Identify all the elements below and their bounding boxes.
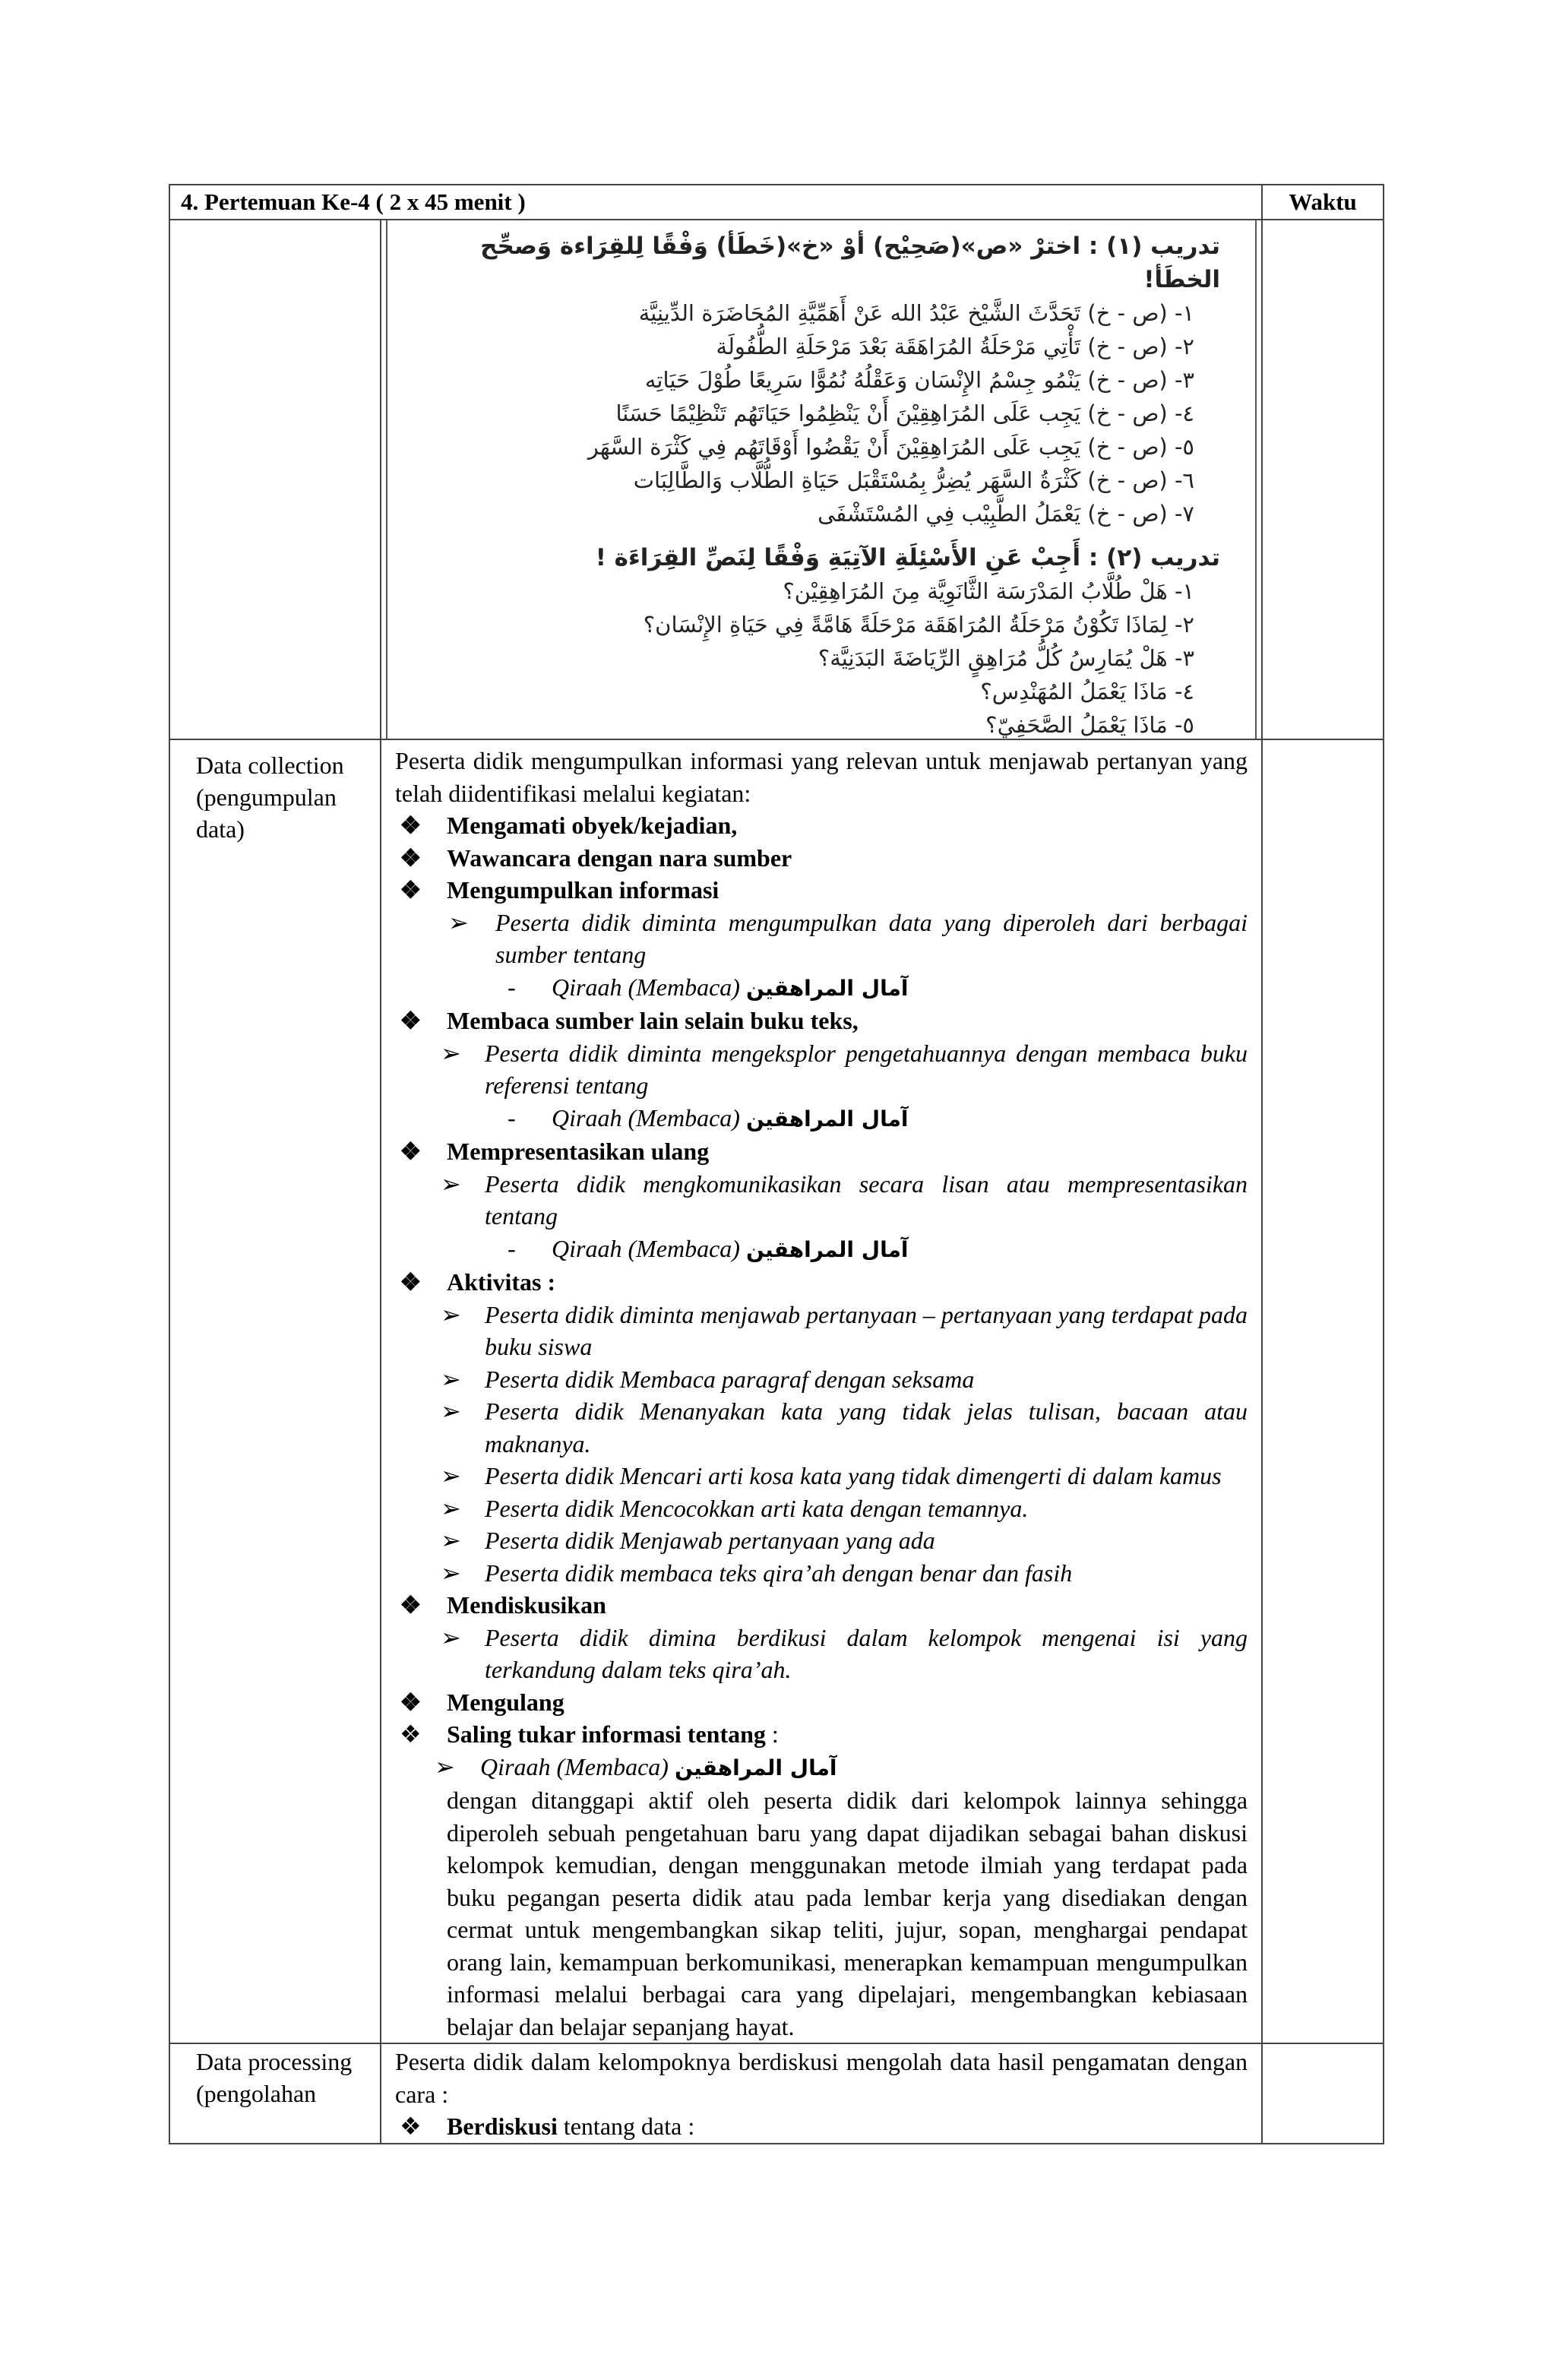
- dash-bullet-icon: -: [508, 1103, 516, 1131]
- bullet-activities: ❖ Aktivitas :: [395, 1266, 1248, 1299]
- exercise-1-item: ٤- (ص - خ) يَجِب عَلَى المُرَاهِقِيْنَ أَنْ يَنْظِمُوا حَيَاتَهُم تَنْظِيْمًا حَسَنًا: [615, 400, 1194, 426]
- bullet-repeat: ❖ Mengulang: [395, 1686, 1248, 1719]
- activity-item: ➢ Peserta didik Menjawab pertanyaan yang ada: [395, 1524, 1248, 1557]
- sub-communicate: ➢ Peserta didik mengkomunikasikan secara lisan atau mempresentasikan tentang: [395, 1168, 1248, 1233]
- arrow-bullet-icon: ➢: [441, 1494, 461, 1522]
- qiraah-line: - Qiraah (Membaca) آمال المراهقين: [395, 1102, 1248, 1136]
- bullet-discuss: ❖ Mendiskusikan: [395, 1589, 1248, 1622]
- sub-discuss: ➢ Peserta didik dimina berdikusi dalam kelompok mengenai isi yang terkandung dalam teks qira’ah.: [395, 1622, 1248, 1686]
- arrow-bullet-icon: ➢: [448, 908, 469, 936]
- data-processing-content: [381, 2043, 1262, 2144]
- empty-label-cell: [169, 220, 381, 739]
- exercise-2-item: ٢- لِمَاذَا تَكُوْنُ مَرْحَلَةُ المُرَاهَقَة مَرْحَلَةً هَامَّةً فِي حَيَاةِ الإِنْسَان؟: [643, 612, 1194, 638]
- data-processing-row: [169, 2043, 1384, 2144]
- header-row: [169, 185, 1384, 220]
- exercise-image-cell: [381, 220, 1262, 739]
- diamond-bullet-icon: ❖: [400, 876, 422, 904]
- meeting-title: 4. Pertemuan Ke-4 ( 2 x 45 menit ): [169, 185, 1262, 220]
- bullet-observe: ❖ Mengamati obyek/kejadian,: [395, 809, 1248, 842]
- exercise-1-item: ١- (ص - خ) تَحَدَّثَ الشَّيْخ عَبْدُ الله عَنْ أَهَمِّيَّةِ المُحَاضَرَة الدِّينِيَّة: [638, 300, 1194, 326]
- bullet-interview: ❖ Wawancara dengan nara sumber: [395, 842, 1248, 875]
- dash-bullet-icon: -: [508, 973, 516, 1001]
- exercise-2-item: ١- هَلْ طُلَّابُ المَدْرَسَة الثَّانَوِيَّة مِنَ المُرَاهِقِيْن؟: [783, 578, 1194, 604]
- diamond-bullet-icon: ❖: [400, 843, 422, 872]
- diamond-bullet-icon: ❖: [400, 812, 422, 839]
- data-collection-label: Data collection (pengumpulan data): [169, 739, 381, 2043]
- activity-item: ➢ Peserta didik Menanyakan kata yang tidak jelas tulisan, bacaan atau maknanya.: [395, 1395, 1248, 1460]
- arrow-bullet-icon: ➢: [441, 1527, 461, 1554]
- bullet-exchange-info: ❖ Saling tukar informasi tentang :: [395, 1718, 1248, 1751]
- exercise-1-item: ٥- (ص - خ) يَجِب عَلَى المُرَاهِقِيْنَ أَنْ يَقْضُوا أَوْقَاتَهُم فِي كَثْرَة السَّهَر: [587, 434, 1194, 460]
- qiraah-line: - Qiraah (Membaca) آمال المراهقين: [395, 971, 1248, 1005]
- collection-intro: Peserta didik mengumpulkan informasi yang relevan untuk menjawab pertanyan yang telah diidentifikasi melalui kegiatan:: [395, 747, 1248, 807]
- arrow-bullet-icon: ➢: [441, 1559, 461, 1587]
- exercise-1-item: ٢- (ص - خ) تَأْتِي مَرْحَلَةُ المُرَاهَقَة بَعْدَ مَرْحَلَةِ الطُّفُولَة: [716, 334, 1194, 359]
- qiraah-line: ➢ Qiraah (Membaca) آمال المراهقين: [395, 1751, 1248, 1785]
- data-processing-label: Data processing (pengolahan: [169, 2043, 381, 2144]
- bullet-discuss-data: ❖ Berdiskusi tentang data :: [395, 2110, 1248, 2143]
- exercise-1-item: ٦- (ص - خ) كَثْرَةُ السَّهَر يُضِرُّ بِمُسْتَقْبَل حَيَاةِ الطُّلَّاب وَالطَّالِبَات: [633, 467, 1194, 493]
- diamond-bullet-icon: ❖: [400, 1007, 422, 1034]
- diamond-bullet-icon: ❖: [400, 2113, 422, 2140]
- time-cell: [1262, 2043, 1384, 2144]
- exercise-row: [169, 220, 1384, 739]
- diamond-bullet-icon: ❖: [400, 1268, 422, 1296]
- arrow-bullet-icon: ➢: [441, 1462, 461, 1489]
- exercise-1-item: ٣- (ص - خ) يَنْمُو جِسْمُ الإِنْسَان وَعَقْلُهُ نُمُوًّا سَرِيعًا طُوْلَ حَيَاتِه: [644, 367, 1194, 393]
- sub-collect-data: ➢ Peserta didik diminta mengumpulkan data yang diperoleh dari berbagai sumber tentang: [395, 907, 1248, 971]
- bullet-present-again: ❖ Mempresentasikan ulang: [395, 1135, 1248, 1168]
- data-collection-row: [169, 739, 1384, 2043]
- activity-item: ➢ Peserta didik Mencari arti kosa kata yang tidak dimengerti di dalam kamus: [395, 1460, 1248, 1492]
- arrow-bullet-icon: ➢: [441, 1039, 461, 1067]
- activity-item: ➢ Peserta didik diminta menjawab pertanyaan – pertanyaan yang terdapat pada buku siswa: [395, 1299, 1248, 1363]
- exercise-1-title: تدريب (١) : اخترْ «ص»(صَحِيْح) أوْ «خ»(خَطَأ) وَفْقًا لِلقِرَاءة وَصحِّح الخطَأ!: [480, 233, 1220, 293]
- dash-bullet-icon: -: [508, 1234, 516, 1262]
- arrow-bullet-icon: ➢: [441, 1300, 461, 1328]
- diamond-bullet-icon: ❖: [400, 1138, 422, 1165]
- diamond-bullet-icon: ❖: [400, 1720, 422, 1748]
- exercise-2-item: ٣- هَلْ يُمَارِسُ كُلُّ مُرَاهِقٍ الرِّيَاضَةَ البَدَنِيَّة؟: [818, 645, 1194, 671]
- exercise-2-item: ٥- مَاذَا يَعْمَلُ الصَّحَفِيّ؟: [985, 712, 1194, 738]
- arrow-bullet-icon: ➢: [441, 1397, 461, 1425]
- qiraah-line: - Qiraah (Membaca) آمال المراهقين: [395, 1233, 1248, 1267]
- arrow-bullet-icon: ➢: [441, 1169, 461, 1198]
- bullet-read-other-sources: ❖ Membaca sumber lain selain buku teks,: [395, 1005, 1248, 1037]
- bullet-collect-info: ❖ Mengumpulkan informasi: [395, 874, 1248, 907]
- arrow-bullet-icon: ➢: [441, 1623, 461, 1651]
- time-cell: [1262, 220, 1384, 739]
- diamond-bullet-icon: ❖: [400, 1591, 422, 1619]
- sub-explore-knowledge: ➢ Peserta didik diminta mengeksplor pengetahuannya dengan membaca buku referensi tentang: [395, 1037, 1248, 1102]
- activity-item: ➢ Peserta didik Membaca paragraf dengan seksama: [395, 1363, 1248, 1396]
- lesson-plan-page: [169, 184, 1383, 2144]
- data-collection-content: [381, 739, 1262, 2043]
- time-column-header: Waktu: [1262, 185, 1384, 220]
- exercise-2-title: تدريب (٢) : أَجِبْ عَنِ الأَسْئِلَةِ الآتِيَةِ وَفْقًا لِنَصِّ القِرَاءَة !: [595, 544, 1220, 571]
- arrow-bullet-icon: ➢: [435, 1752, 455, 1780]
- closing-paragraph: dengan ditanggapi aktif oleh peserta didik dari kelompok lainnya sehingga diperoleh sebuah pengetahuan baru yang dapat dijadikan sebagai bahan diskusi kelompok kemudian, dengan menggunakan metode ilmiah yang terdapat pada buku pegangan peserta didik atau pada lembar kerja yang disediakan dengan cermat untuk mengembangkan sikap teliti, jujur, sopan, menghargai pendapat orang lain, kemampuan berkomunikasi, menerapkan kemampuan mengumpulkan informasi melalui berbagai cara yang dipelajari, mengembangkan kebiasaan belajar dan belajar sepanjang hayat.: [447, 1787, 1248, 2040]
- activity-item: ➢ Peserta didik Mencocokkan arti kata dengan temannya.: [395, 1492, 1248, 1525]
- exercise-2-item: ٤- مَاذَا يَعْمَلُ المُهَنْدِس؟: [980, 679, 1194, 704]
- arabic-exercise-scan: [386, 220, 1257, 739]
- arrow-bullet-icon: ➢: [441, 1365, 461, 1393]
- exercise-1-item: ٧- (ص - خ) يَعْمَلُ الطَّبِيْب فِي المُسْتَشْفَى: [818, 501, 1194, 527]
- time-cell: [1262, 739, 1384, 2043]
- diamond-bullet-icon: ❖: [400, 1688, 422, 1716]
- activity-item: ➢ Peserta didik membaca teks qira’ah dengan benar dan fasih: [395, 1557, 1248, 1590]
- processing-intro: Peserta didik dalam kelompoknya berdiskusi mengolah data hasil pengamatan dengan cara :: [395, 2048, 1248, 2108]
- lesson-table: [169, 184, 1384, 2144]
